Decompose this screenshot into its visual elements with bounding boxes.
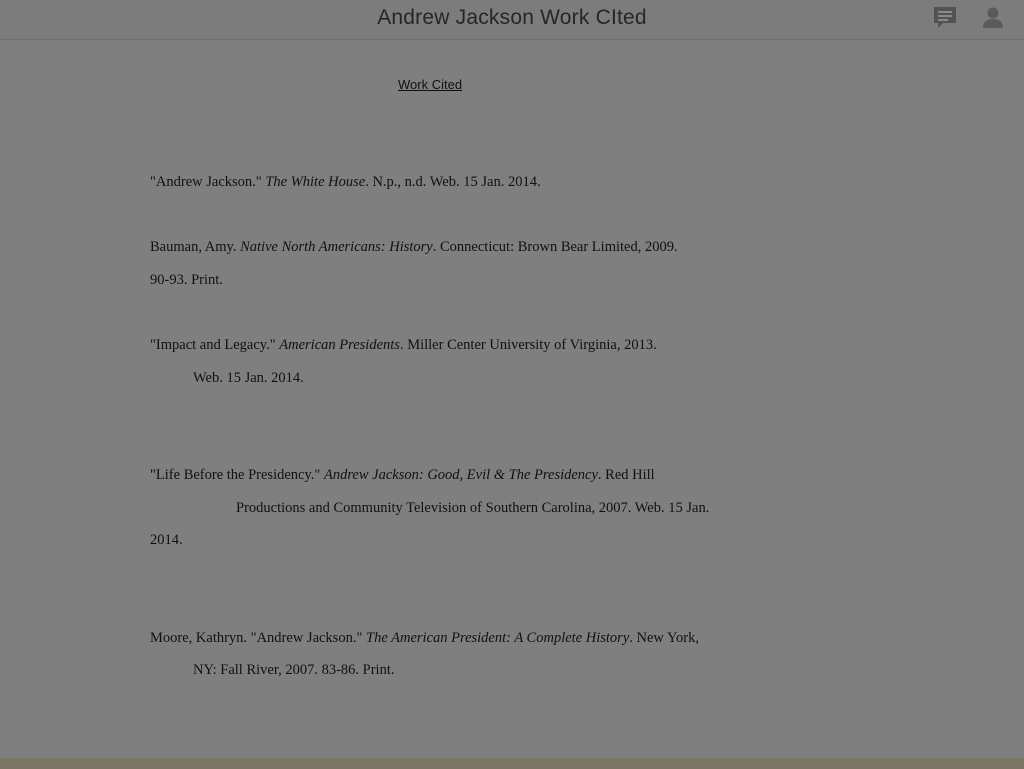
comments-button[interactable] [931, 4, 959, 32]
document-title: Andrew Jackson Work CIted [377, 6, 647, 29]
citation-text: . N.p., n.d. Web. 15 Jan. 2014. [365, 174, 541, 190]
person-icon [979, 4, 1007, 32]
citation-entry-4-continuation: Productions and Community Television of Southern Carolina, 2007. Web. 15 Jan. [236, 500, 710, 516]
citation-text: "Andrew Jackson." [150, 174, 266, 190]
citation-entry-2-continuation: 90-93. Print. [150, 272, 223, 288]
citation-source-title: The White House [265, 174, 366, 190]
citation-source-title: American Presidents [279, 337, 400, 353]
document-canvas [0, 40, 1024, 757]
citation-entry-1 [150, 174, 541, 191]
top-bar [0, 0, 1024, 40]
citation-source-title: The American President: A Complete History [366, 630, 630, 646]
account-button[interactable] [979, 4, 1007, 32]
citation-text: Bauman, Amy. [150, 239, 241, 255]
citation-entry-4-continuation: 2014. [150, 532, 183, 548]
citation-text: Moore, Kathryn. "Andrew Jackson." [150, 630, 366, 646]
citation-entry-4 [150, 467, 655, 484]
citation-entry-5 [150, 630, 699, 647]
citation-text: . New York, [629, 630, 699, 646]
citation-entry-3-continuation: Web. 15 Jan. 2014. [193, 370, 304, 386]
citation-source-title: Andrew Jackson: Good, Evil & The Presidency [323, 467, 598, 483]
citation-source-title: Native North Americans: History [240, 239, 433, 255]
citation-entry-3 [150, 337, 657, 354]
citation-text: . Miller Center University of Virginia, 2013. [399, 337, 657, 353]
works-cited-heading: Work Cited [398, 77, 463, 92]
citation-text: "Life Before the Presidency." [150, 467, 324, 483]
citation-entry-2 [150, 239, 678, 256]
citation-text: . Red Hill [597, 467, 655, 483]
comments-icon [931, 4, 959, 32]
citation-text: "Impact and Legacy." [150, 337, 280, 353]
citation-entry-5-continuation: NY: Fall River, 2007. 83-86. Print. [193, 662, 395, 678]
bottom-toolbar-edge [0, 757, 1024, 769]
citation-text: . Connecticut: Brown Bear Limited, 2009. [432, 239, 678, 255]
